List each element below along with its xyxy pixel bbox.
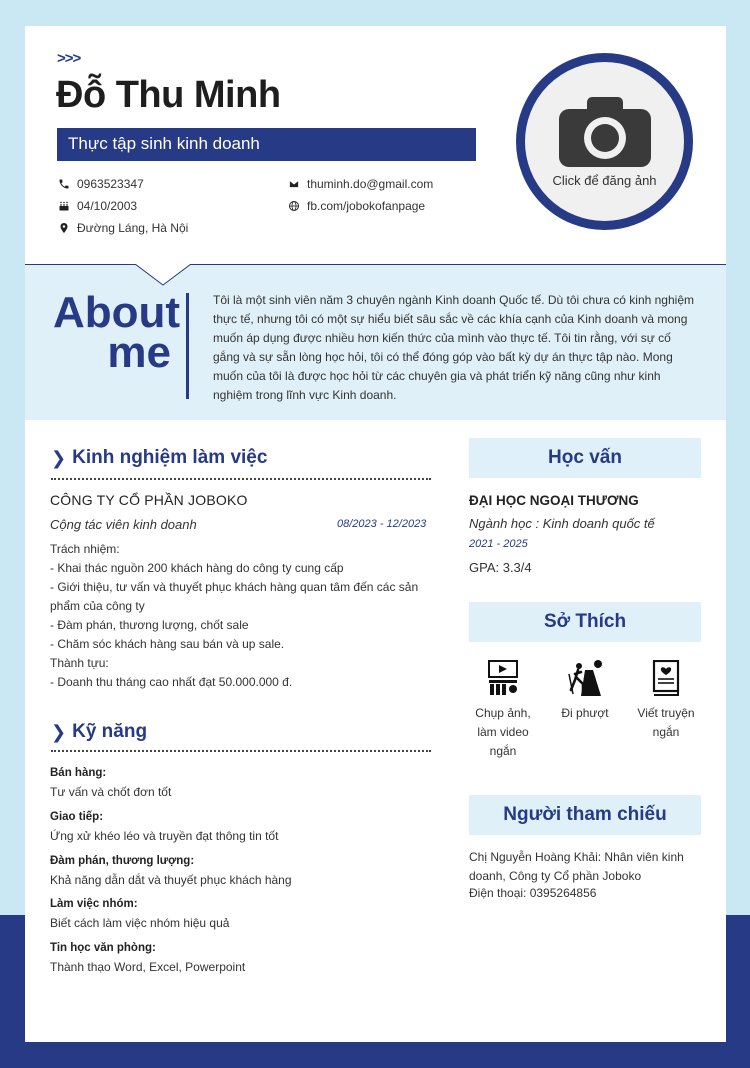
facebook-text[interactable]: fb.com/jobokofanpage (307, 199, 426, 213)
about-divider (186, 293, 189, 399)
contact-email[interactable] (288, 177, 433, 191)
skill-desc: Thành thạo Word, Excel, Powerpoint (50, 960, 246, 974)
skills-divider (51, 750, 431, 752)
skill-desc: Ứng xử khéo léo và truyền đạt thông tin tốt (50, 829, 279, 843)
skill-desc: Biết cách làm việc nhóm hiệu quả (50, 916, 230, 930)
skills-heading: ❯ Kỹ năng (51, 721, 148, 742)
education-heading: Học vấn (469, 438, 701, 478)
address-text: Đường Láng, Hà Nội (77, 221, 189, 235)
reference-phone: Điện thoại: 0395264856 (469, 886, 597, 900)
about-notch (135, 264, 191, 286)
skill-title: Đàm phán, thương lượng: (50, 855, 195, 867)
job-dates: 08/2023 - 12/2023 (337, 518, 427, 530)
contact-phone (58, 177, 144, 191)
globe-icon (288, 200, 300, 212)
candidate-name: Đỗ Thu Minh (56, 74, 281, 116)
dob-text: 04/10/2003 (77, 199, 138, 213)
major: Ngành học : Kinh doanh quốc tế (469, 516, 655, 531)
school-name: ĐẠI HỌC NGOẠI THƯƠNG (469, 493, 639, 508)
hobbies-heading: Sở Thích (469, 602, 701, 642)
job-duties: Trách nhiệm: - Khai thác nguồn 200 khách hàng do công ty cung cấp - Giới thiệu, tư vấn và thuyết phục khách hàng quan tâm đến các sản phẩm của công ty - Đàm phán, thương lượng, chốt sale - Chăm sóc khách hàng sau bán và up sale. Thành tựu: - Doanh thu tháng cao nhất đạt 50.000.000 đ. (50, 542, 419, 689)
book-icon (651, 660, 681, 696)
contact-dob (58, 199, 137, 213)
about-title: About me (53, 288, 181, 377)
experience-heading: ❯ Kinh nghiệm làm việc (51, 447, 268, 468)
email-text[interactable]: thuminh.do@gmail.com (307, 177, 434, 191)
camera-icon (557, 95, 653, 169)
skill-title: Làm việc nhóm: (50, 898, 138, 910)
reference-text: Chị Nguyễn Hoàng Khải: Nhân viên kinh doanh, Công ty Cổ phần Joboko (469, 850, 684, 883)
gpa: GPA: 3.3/4 (469, 560, 532, 575)
about-text: Tôi là một sinh viên năm 3 chuyên ngành Kinh doanh Quốc tế. Dù tôi chưa có kinh nghiệm thực tế, nhưng tôi có một sự hiểu biết sâu sắc về các khía cạnh của Kinh doanh và mong muốn áp dụng được nhiều hơn kiến thức của mình vào thực tế. Tôi tin rằng, với sự cố gắng và sự sẵn lòng học hỏi, tôi có thể đóng góp vào bất kỳ dự án thực tập nào. Mong muốn của tôi là được học hỏi từ các chuyên gia và phát triển kỹ năng cũng như kinh nghiệm trong lĩnh vực Kinh doanh. (213, 293, 694, 402)
skill-title: Tin học văn phòng: (50, 942, 156, 954)
job-role: Cộng tác viên kinh doanh (50, 517, 197, 532)
reference-heading: Người tham chiếu (469, 795, 701, 835)
school-years: 2021 - 2025 (469, 538, 528, 550)
skill-title: Giao tiếp: (50, 811, 104, 823)
phone-icon (58, 178, 70, 190)
contact-address (58, 221, 188, 235)
hobby-item (468, 660, 538, 761)
phone-text: 0963523347 (77, 177, 144, 191)
about-section (25, 264, 726, 420)
hobby-label: Chụp ảnh, làm video ngắn (475, 706, 531, 758)
hobby-item (631, 660, 701, 742)
cake-icon (58, 200, 70, 212)
photo-upload-label: Click để đăng ảnh (552, 173, 657, 188)
contact-facebook[interactable] (288, 199, 425, 213)
skill-desc: Khả năng dẫn dắt và thuyết phục khách hàng (50, 873, 292, 887)
cv-sheet (25, 26, 726, 1042)
hobby-label: Đi phượt (561, 706, 609, 720)
film-icon (487, 660, 519, 696)
hobby-label: Viết truyện ngắn (637, 706, 695, 739)
email-icon (288, 178, 300, 190)
hobby-item (550, 660, 620, 723)
location-pin-icon (58, 222, 70, 234)
chevron-right-icon: ❯ (51, 447, 67, 468)
chevron-right-icon: ❯ (51, 721, 67, 742)
photo-upload[interactable] (516, 53, 693, 230)
company-name: CÔNG TY CỔ PHẦN JOBOKO (50, 492, 248, 508)
position-title: Thực tập sinh kinh doanh (57, 128, 476, 161)
skill-title: Bán hàng: (50, 767, 107, 779)
skill-desc: Tư vấn và chốt đơn tốt (50, 785, 172, 799)
hiking-icon (567, 660, 603, 696)
experience-divider (51, 478, 431, 480)
chevrons-decoration: >>> (57, 50, 81, 67)
